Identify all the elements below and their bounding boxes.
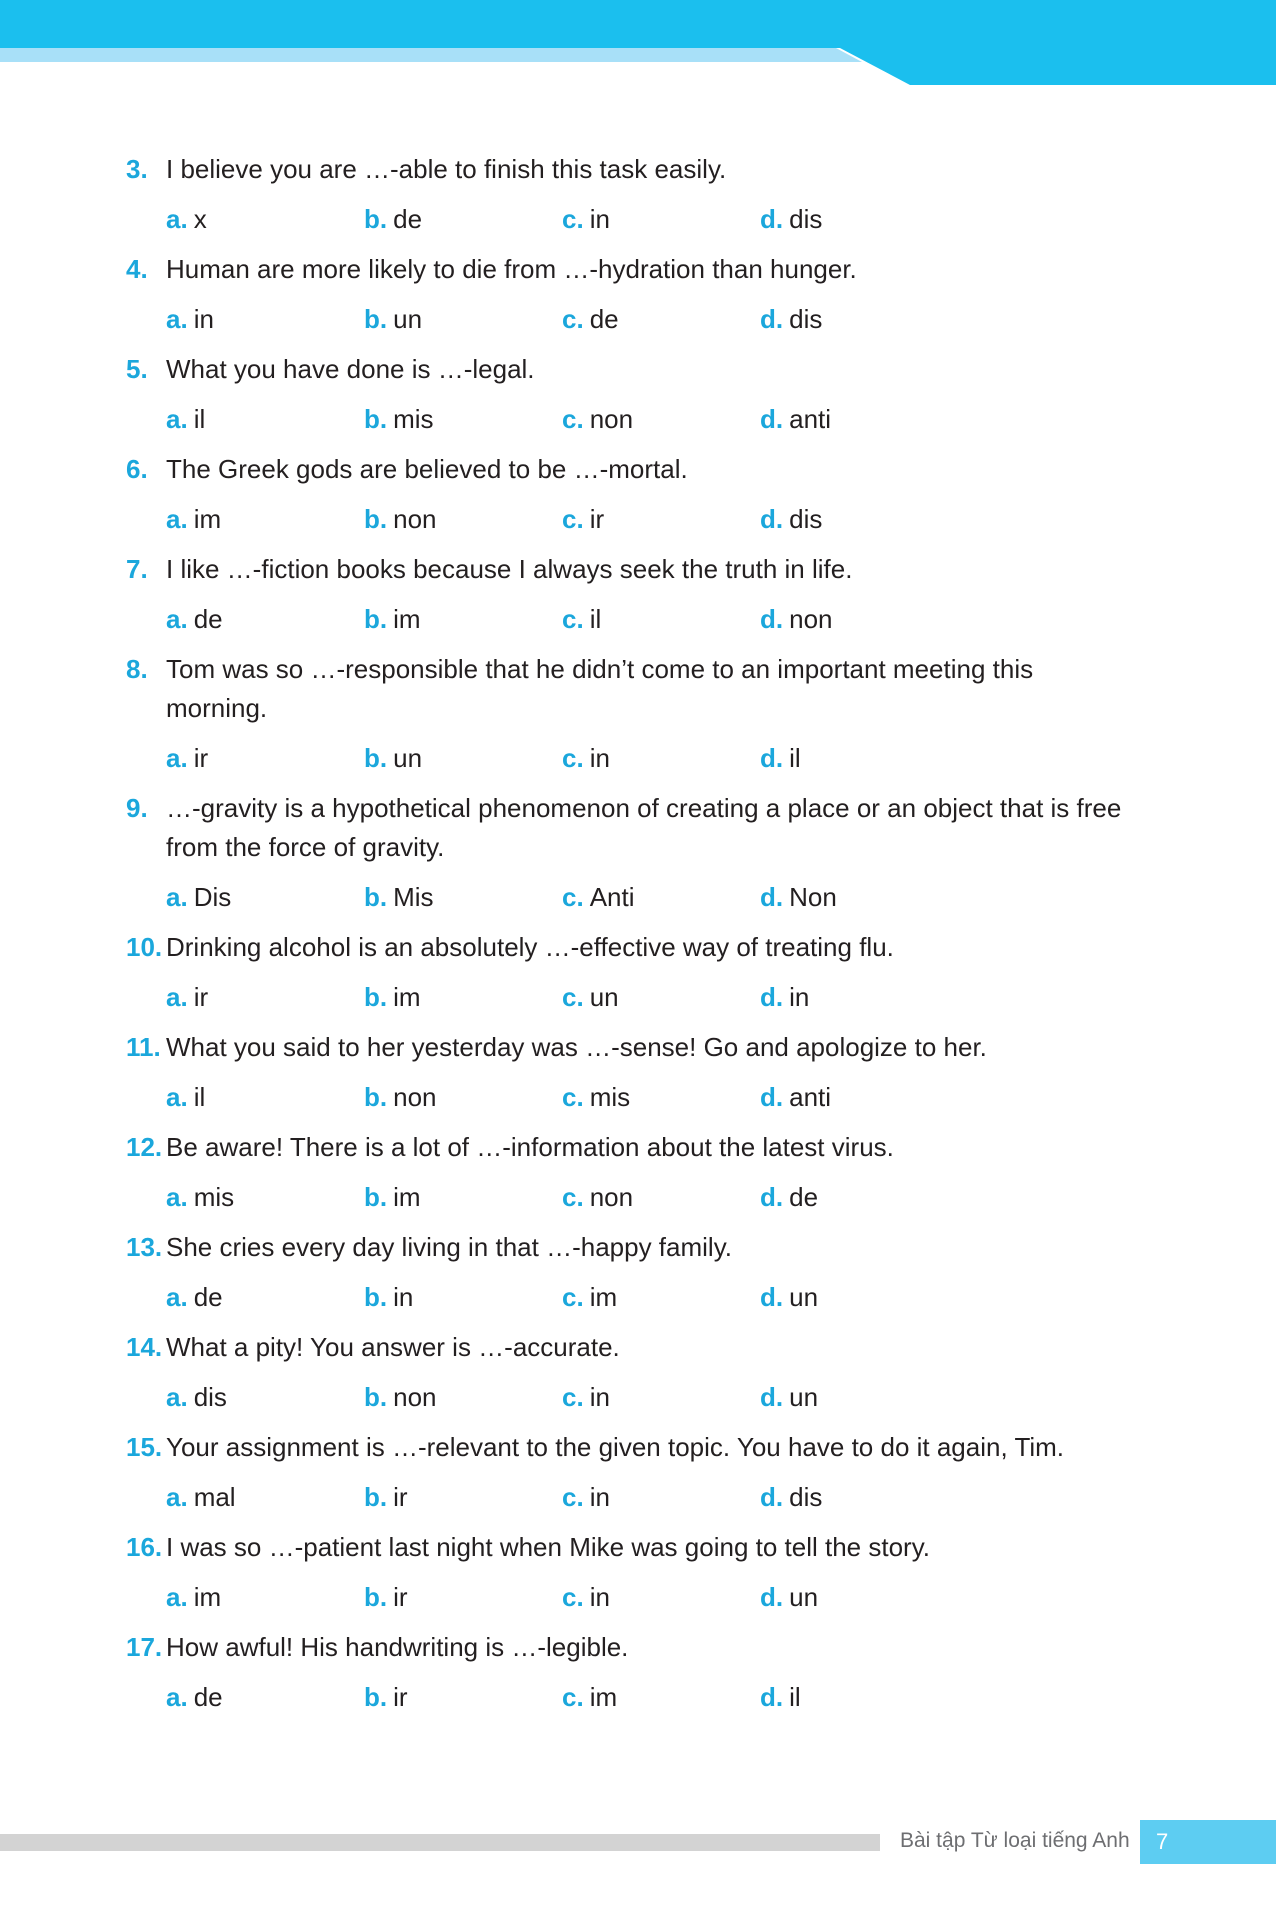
option-letter: c.	[562, 204, 584, 234]
option-text: in	[393, 1282, 414, 1312]
question-text: …-gravity is a hypothetical phenomenon of creating a place or an object that is free from the force of gravity.	[166, 793, 1122, 862]
option-letter: a.	[166, 882, 188, 912]
option-letter: d.	[760, 1282, 784, 1312]
answer-options	[166, 1578, 1126, 1617]
option-letter: d.	[760, 204, 784, 234]
option-text: il	[789, 743, 801, 773]
answer-options	[166, 600, 1126, 639]
answer-option	[166, 1578, 364, 1617]
answer-options	[166, 1478, 1126, 1517]
option-text: in	[589, 204, 610, 234]
answer-option	[166, 300, 364, 339]
answer-option	[364, 300, 562, 339]
option-letter: d.	[760, 1682, 784, 1712]
option-text: ir	[393, 1482, 408, 1512]
answer-option	[760, 600, 958, 639]
answer-option	[562, 600, 760, 639]
option-text: de	[393, 204, 423, 234]
option-text: de	[789, 1182, 819, 1212]
question-number: 4.	[126, 254, 148, 284]
answer-options	[166, 1678, 1126, 1717]
option-text: non	[589, 404, 634, 434]
footer-book-title: Bài tập Từ loại tiếng Anh	[900, 1829, 1130, 1852]
option-text: im	[589, 1682, 618, 1712]
option-text: il	[789, 1682, 801, 1712]
option-text: ir	[589, 504, 605, 534]
option-text: x	[193, 204, 207, 234]
option-letter: b.	[364, 404, 388, 434]
answer-option	[562, 1278, 760, 1317]
option-letter: a.	[166, 304, 188, 334]
option-text: un	[789, 1382, 819, 1412]
option-letter: d.	[760, 1482, 784, 1512]
option-letter: b.	[364, 1482, 388, 1512]
answer-options	[166, 1278, 1126, 1317]
option-letter: b.	[364, 304, 388, 334]
option-text: un	[789, 1582, 819, 1612]
option-letter: d.	[760, 504, 784, 534]
question-text: How awful! His handwriting is …-legible.	[166, 1632, 629, 1662]
option-letter: a.	[166, 1582, 188, 1612]
option-letter: c.	[562, 1182, 584, 1212]
question-number: 10.	[126, 932, 163, 962]
answer-option	[166, 978, 364, 1017]
answer-option	[166, 878, 364, 917]
option-letter: c.	[562, 1582, 584, 1612]
option-letter: d.	[760, 1182, 784, 1212]
option-text: mis	[589, 1082, 631, 1112]
option-text: non	[393, 504, 437, 534]
option-text: in	[589, 1382, 610, 1412]
question-item	[126, 1128, 1126, 1167]
answer-option	[364, 978, 562, 1017]
option-letter: a.	[166, 504, 188, 534]
question-text: What a pity! You answer is …-accurate.	[166, 1332, 620, 1362]
question-text: Drinking alcohol is an absolutely …-effective way of treating flu.	[166, 932, 894, 962]
answer-options	[166, 1078, 1126, 1117]
question-item	[126, 928, 1126, 967]
answer-option	[760, 1678, 958, 1717]
option-letter: b.	[364, 1682, 388, 1712]
option-letter: c.	[562, 304, 584, 334]
option-letter: d.	[760, 982, 784, 1012]
answer-option	[166, 1278, 364, 1317]
question-text: I was so …-patient last night when Mike was going to tell the story.	[166, 1532, 930, 1562]
option-text: il	[193, 1082, 206, 1112]
option-text: dis	[789, 304, 823, 334]
option-letter: a.	[166, 1682, 188, 1712]
option-text: mis	[393, 404, 434, 434]
option-letter: b.	[364, 1382, 388, 1412]
question-text: Tom was so …-responsible that he didn’t come to an important meeting this morning.	[166, 654, 1034, 723]
option-letter: b.	[364, 743, 388, 773]
option-text: de	[589, 304, 619, 334]
option-text: non	[589, 1182, 634, 1212]
option-text: ir	[193, 982, 209, 1012]
answer-option	[760, 400, 958, 439]
option-text: anti	[789, 1082, 832, 1112]
option-text: im	[193, 1582, 222, 1612]
option-text: anti	[789, 404, 832, 434]
answer-option	[562, 300, 760, 339]
header-banner	[0, 0, 1276, 85]
option-letter: b.	[364, 982, 388, 1012]
option-letter: c.	[562, 1482, 584, 1512]
option-letter: c.	[562, 882, 584, 912]
answer-option	[364, 600, 562, 639]
header-band-shape	[0, 0, 1276, 85]
option-letter: a.	[166, 1182, 188, 1212]
option-letter: c.	[562, 982, 584, 1012]
option-text: ir	[193, 743, 209, 773]
option-letter: d.	[760, 1382, 784, 1412]
option-text: il	[193, 404, 206, 434]
answer-options	[166, 400, 1126, 439]
answer-option	[166, 1178, 364, 1217]
question-text: What you said to her yesterday was …-sense! Go and apologize to her.	[166, 1032, 987, 1062]
answer-option	[364, 1078, 562, 1117]
option-letter: b.	[364, 1182, 388, 1212]
option-text: Mis	[393, 882, 434, 912]
answer-option	[760, 739, 958, 778]
option-letter: d.	[760, 743, 784, 773]
question-number: 14.	[126, 1332, 163, 1362]
question-text: Be aware! There is a lot of …-information about the latest virus.	[166, 1132, 894, 1162]
answer-option	[562, 500, 760, 539]
answer-options	[166, 200, 1126, 239]
option-letter: c.	[562, 1682, 584, 1712]
option-text: un	[589, 982, 619, 1012]
option-letter: b.	[364, 1082, 388, 1112]
option-letter: c.	[562, 1382, 584, 1412]
option-text: in	[789, 982, 810, 1012]
option-text: in	[193, 304, 214, 334]
question-item	[126, 450, 1126, 489]
option-text: Non	[789, 882, 837, 912]
page-number-box	[1140, 1820, 1276, 1864]
option-text: mis	[193, 1182, 235, 1212]
answer-option	[760, 1478, 958, 1517]
answer-option	[760, 1178, 958, 1217]
option-text: non	[789, 604, 833, 634]
question-item	[126, 150, 1126, 189]
option-text: non	[393, 1382, 437, 1412]
option-text: Anti	[589, 882, 635, 912]
question-number: 16.	[126, 1532, 163, 1562]
answer-option	[166, 1378, 364, 1417]
answer-option	[562, 1078, 760, 1117]
question-item	[126, 1028, 1126, 1067]
option-letter: d.	[760, 882, 784, 912]
option-text: im	[393, 1182, 421, 1212]
page-number: 7	[1156, 1829, 1169, 1854]
option-text: de	[193, 1282, 223, 1312]
question-number: 3.	[126, 154, 148, 184]
answer-option	[760, 1378, 958, 1417]
answer-option	[364, 1178, 562, 1217]
answer-option	[562, 1578, 760, 1617]
option-text: im	[393, 604, 421, 634]
question-number: 13.	[126, 1232, 163, 1262]
option-letter: c.	[562, 1082, 584, 1112]
option-letter: d.	[760, 404, 784, 434]
option-letter: d.	[760, 604, 784, 634]
option-letter: c.	[562, 1282, 584, 1312]
header-banner-graphic	[0, 0, 1276, 85]
answer-option	[760, 978, 958, 1017]
answer-options	[166, 500, 1126, 539]
question-number: 15.	[126, 1432, 163, 1462]
question-text: She cries every day living in that …-happy family.	[166, 1232, 732, 1262]
answer-option	[760, 1578, 958, 1617]
option-text: un	[393, 304, 423, 334]
question-text: I like …-fiction books because I always seek the truth in life.	[166, 554, 853, 584]
option-letter: d.	[760, 1082, 784, 1112]
option-letter: a.	[166, 982, 188, 1012]
question-item	[126, 1628, 1126, 1667]
option-text: dis	[193, 1382, 227, 1412]
answer-option	[166, 739, 364, 778]
answer-option	[364, 739, 562, 778]
answer-option	[364, 878, 562, 917]
question-item	[126, 650, 1126, 728]
option-letter: c.	[562, 504, 584, 534]
answer-option	[562, 400, 760, 439]
answer-option	[562, 200, 760, 239]
question-number: 9.	[126, 793, 148, 823]
answer-option	[364, 1278, 562, 1317]
question-item	[126, 1528, 1126, 1567]
question-item	[126, 1328, 1126, 1367]
option-letter: a.	[166, 1482, 188, 1512]
answer-option	[166, 500, 364, 539]
option-text: un	[789, 1282, 819, 1312]
option-text: in	[589, 1582, 610, 1612]
question-item	[126, 1428, 1126, 1467]
answer-option	[562, 1178, 760, 1217]
answer-option	[562, 1478, 760, 1517]
option-text: in	[589, 1482, 610, 1512]
question-text: Human are more likely to die from …-hydration than hunger.	[166, 254, 857, 284]
answer-option	[364, 400, 562, 439]
question-text: I believe you are …-able to finish this task easily.	[166, 154, 727, 184]
answer-options	[166, 739, 1126, 778]
answer-option	[364, 1378, 562, 1417]
option-letter: b.	[364, 1282, 388, 1312]
answer-option	[364, 500, 562, 539]
answer-options	[166, 300, 1126, 339]
option-letter: b.	[364, 1582, 388, 1612]
answer-option	[760, 300, 958, 339]
question-number: 8.	[126, 654, 148, 684]
answer-option	[166, 400, 364, 439]
answer-option	[760, 878, 958, 917]
answer-option	[166, 1478, 364, 1517]
option-letter: a.	[166, 1382, 188, 1412]
answer-option	[166, 1678, 364, 1717]
answer-option	[166, 600, 364, 639]
answer-option	[562, 1678, 760, 1717]
answer-option	[364, 200, 562, 239]
option-text: ir	[393, 1582, 408, 1612]
option-letter: a.	[166, 1082, 188, 1112]
option-text: de	[193, 604, 223, 634]
question-number: 12.	[126, 1132, 163, 1162]
answer-option	[364, 1578, 562, 1617]
option-letter: a.	[166, 1282, 188, 1312]
option-text: im	[393, 982, 421, 1012]
answer-option	[562, 739, 760, 778]
answer-option	[166, 200, 364, 239]
option-text: un	[393, 743, 423, 773]
question-number: 11.	[126, 1032, 161, 1062]
answer-option	[760, 1278, 958, 1317]
question-item	[126, 350, 1126, 389]
option-text: ir	[393, 1682, 408, 1712]
question-number: 17.	[126, 1632, 163, 1662]
question-list	[126, 150, 1126, 1728]
question-number: 6.	[126, 454, 148, 484]
option-letter: c.	[562, 404, 584, 434]
option-text: in	[589, 743, 610, 773]
answer-options	[166, 1378, 1126, 1417]
answer-options	[166, 1178, 1126, 1217]
option-letter: a.	[166, 204, 188, 234]
question-number: 7.	[126, 554, 148, 584]
option-letter: a.	[166, 604, 188, 634]
question-number: 5.	[126, 354, 148, 384]
option-letter: b.	[364, 882, 388, 912]
answer-option	[760, 200, 958, 239]
answer-option	[562, 978, 760, 1017]
answer-options	[166, 978, 1126, 1017]
answer-options	[166, 878, 1126, 917]
option-letter: d.	[760, 1582, 784, 1612]
option-letter: c.	[562, 743, 584, 773]
answer-option	[166, 1078, 364, 1117]
answer-option	[760, 500, 958, 539]
option-letter: d.	[760, 304, 784, 334]
option-text: il	[589, 604, 602, 634]
question-item	[126, 250, 1126, 289]
option-text: im	[193, 504, 222, 534]
option-letter: a.	[166, 404, 188, 434]
footer-bar	[0, 1834, 880, 1851]
question-text: Your assignment is …-relevant to the given topic. You have to do it again, Tim.	[166, 1432, 1065, 1462]
question-text: The Greek gods are believed to be …-mortal.	[166, 454, 688, 484]
option-text: dis	[789, 1482, 823, 1512]
option-letter: b.	[364, 504, 388, 534]
question-text: What you have done is …-legal.	[166, 354, 535, 384]
answer-option	[760, 1078, 958, 1117]
question-item	[126, 1228, 1126, 1267]
answer-option	[364, 1478, 562, 1517]
answer-option	[562, 878, 760, 917]
question-item	[126, 550, 1126, 589]
option-text: im	[589, 1282, 618, 1312]
option-text: non	[393, 1082, 437, 1112]
option-letter: b.	[364, 604, 388, 634]
answer-option	[562, 1378, 760, 1417]
option-letter: b.	[364, 204, 388, 234]
option-letter: c.	[562, 604, 584, 634]
option-text: dis	[789, 504, 823, 534]
option-text: dis	[789, 204, 823, 234]
header-band-light	[0, 48, 862, 62]
option-text: mal	[193, 1482, 236, 1512]
option-letter: a.	[166, 743, 188, 773]
option-text: Dis	[193, 882, 232, 912]
question-item	[126, 789, 1126, 867]
answer-option	[364, 1678, 562, 1717]
option-text: de	[193, 1682, 223, 1712]
